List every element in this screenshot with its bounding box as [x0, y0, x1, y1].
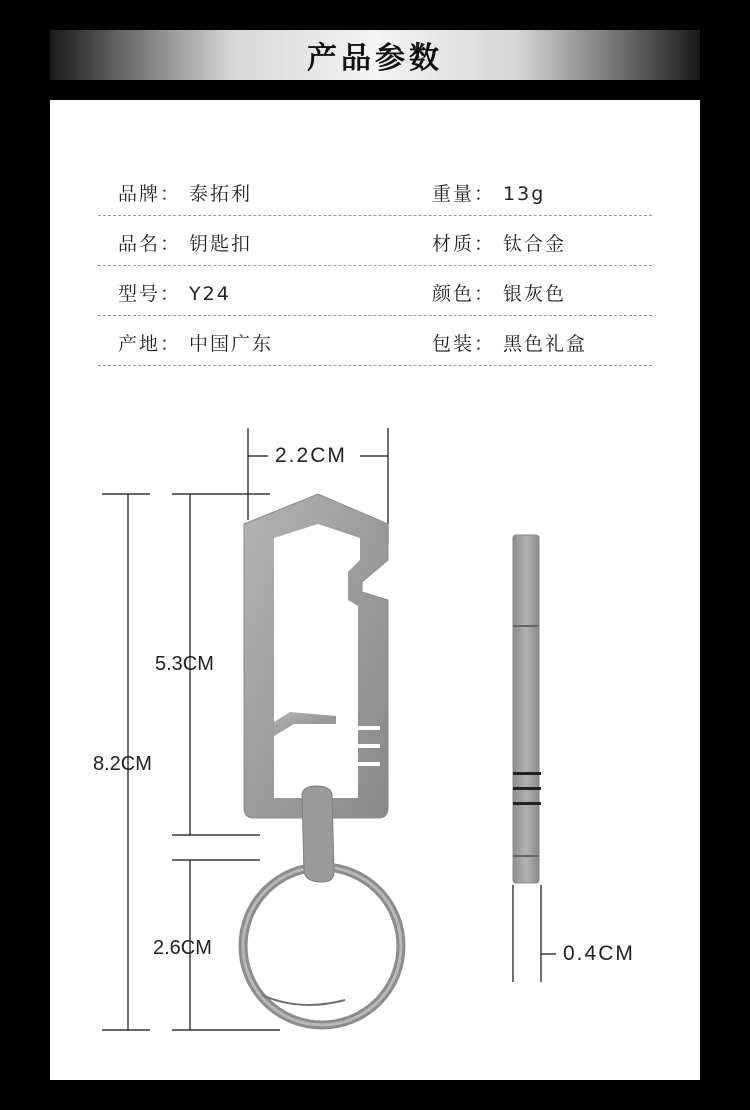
- spec-product-name: 品名： 钥匙扣: [118, 233, 253, 255]
- spec-model: 型号： Y24: [118, 283, 231, 305]
- header-title: 产品参数: [307, 41, 443, 76]
- carabiner-front: [244, 494, 388, 882]
- spec-origin: 产地： 中国广东: [118, 333, 274, 355]
- dimension-total-length-label: 8.2CM: [93, 753, 152, 775]
- dimension-ring-length-label: 2.6CM: [153, 937, 212, 959]
- carabiner-side: [513, 535, 541, 883]
- spec-packaging: 包装： 黑色礼盒: [432, 333, 588, 355]
- spec-material: 材质： 钛合金: [432, 233, 567, 255]
- spec-color: 颜色： 银灰色: [432, 283, 567, 305]
- spec-weight: 重量： 13g: [432, 183, 546, 205]
- split-ring: [243, 867, 401, 1025]
- dimension-body-length-label: 5.3CM: [155, 653, 214, 675]
- dimension-thickness-label: 0.4CM: [563, 942, 635, 965]
- dimension-width-label: 2.2CM: [275, 444, 347, 467]
- spec-brand: 品牌： 泰拓利: [118, 183, 253, 205]
